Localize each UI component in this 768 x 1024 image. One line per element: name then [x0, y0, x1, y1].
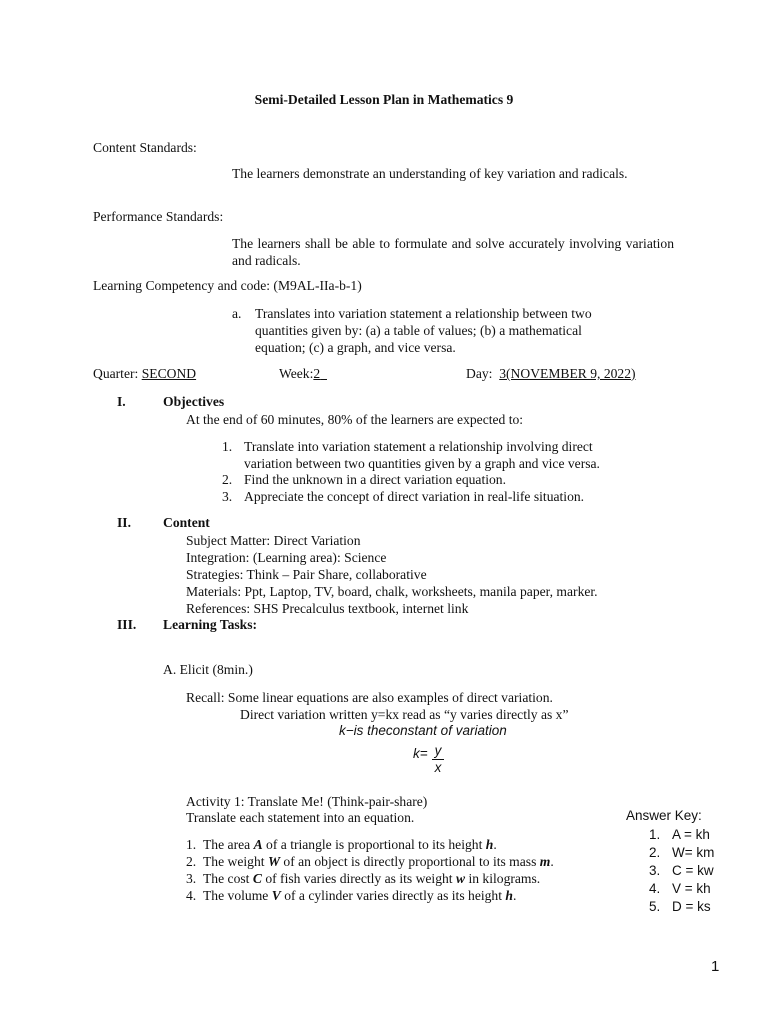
content-line: Strategies: Think – Pair Share, collaborative	[186, 567, 427, 582]
objectives-intro: At the end of 60 minutes, 80% of the learners are expected to:	[186, 412, 524, 427]
answer-text: D = ks	[672, 899, 711, 914]
answer-text: A = kh	[672, 827, 710, 842]
objectives-heading: Objectives	[163, 394, 225, 409]
answer-number: 3.	[649, 863, 661, 878]
answer-number: 2.	[649, 845, 661, 860]
activity-item: 2. The weight W of an object is directly proportional to its mass m.	[186, 854, 554, 869]
objectives-numeral: I.	[117, 394, 126, 409]
recall-line: Direct variation written y=kx read as “y varies directly as x”	[240, 707, 569, 722]
answer-text: W= km	[672, 845, 715, 860]
answer-number: 5.	[649, 899, 661, 914]
day-field	[466, 365, 636, 382]
fraction-denominator: x	[434, 760, 442, 775]
performance-standards-text: The learners shall be able to formulate and solve accurately involving variation and radicals.	[232, 236, 674, 268]
answer-number: 4.	[649, 881, 661, 896]
quarter-value: SECOND	[141, 366, 197, 381]
content-line: Integration: (Learning area): Science	[186, 550, 387, 565]
objective-number: 1.	[222, 439, 233, 454]
objective-line: Translate into variation statement a relationship involving direct	[244, 439, 593, 454]
activity-item: 1. The area A of a triangle is proportional to its height h.	[186, 837, 497, 852]
competency-item-line: equation; (c) a graph, and vice versa.	[255, 340, 456, 355]
page-title: Semi-Detailed Lesson Plan in Mathematics 9	[254, 92, 514, 107]
objective-number: 2.	[222, 472, 233, 487]
content-standards-label: Content Standards:	[93, 140, 197, 155]
content-line: Materials: Ppt, Laptop, TV, board, chalk, worksheets, manila paper, marker.	[186, 584, 598, 599]
performance-standards-label: Performance Standards:	[93, 209, 224, 224]
activity-instructions: Translate each statement into an equation.	[186, 810, 415, 825]
content-line: Subject Matter: Direct Variation	[186, 533, 361, 548]
learning-tasks-heading: Learning Tasks:	[163, 617, 258, 632]
constant-of-variation: k−is theconstant of variation	[339, 723, 507, 738]
answer-key-heading: Answer Key:	[626, 808, 702, 823]
content-numeral: II.	[117, 515, 131, 530]
answer-number: 1.	[649, 827, 661, 842]
answer-text: C = kw	[672, 863, 714, 878]
day-value: 3(NOVEMBER 9, 2022)	[499, 366, 636, 381]
activity-title: Activity 1: Translate Me! (Think-pair-share)	[186, 794, 428, 809]
activity-item: 4. The volume V of a cylinder varies directly as its height h.	[186, 888, 517, 903]
k-fraction	[432, 744, 444, 775]
objective-number: 3.	[222, 489, 233, 504]
k-equals: k=	[413, 746, 428, 761]
content-standards-text: The learners demonstrate an understanding of key variation and radicals.	[232, 166, 628, 181]
competency-item-line: Translates into variation statement a relationship between two	[255, 306, 592, 321]
fraction-numerator: y	[434, 743, 442, 758]
objective-line: Find the unknown in a direct variation equation.	[244, 472, 506, 487]
quarter-label: Quarter:	[93, 366, 139, 381]
competency-item-marker: a.	[232, 306, 242, 321]
activity-item: 3. The cost C of fish varies directly as its weight w in kilograms.	[186, 871, 541, 886]
recall-line: Recall: Some linear equations are also examples of direct variation.	[186, 690, 553, 705]
content-heading: Content	[163, 515, 210, 530]
content-line: References: SHS Precalculus textbook, internet link	[186, 601, 469, 616]
answer-text: V = kh	[672, 881, 711, 896]
competency-label: Learning Competency and code: (M9AL-IIa-b-1)	[93, 278, 362, 293]
quarter-field	[93, 365, 196, 382]
elicit-heading: A. Elicit (8min.)	[163, 662, 253, 677]
objective-line: Appreciate the concept of direct variation in real-life situation.	[244, 489, 585, 504]
objective-line: variation between two quantities given by a graph and vice versa.	[244, 456, 600, 471]
week-label: Week:	[279, 366, 314, 381]
page-number: 1	[711, 958, 720, 975]
competency-item-line: quantities given by: (a) a table of values; (b) a mathematical	[255, 323, 582, 338]
learning-tasks-numeral: III.	[117, 617, 137, 632]
day-label: Day:	[466, 366, 493, 381]
week-field	[279, 365, 327, 382]
week-value: 2	[313, 366, 321, 381]
